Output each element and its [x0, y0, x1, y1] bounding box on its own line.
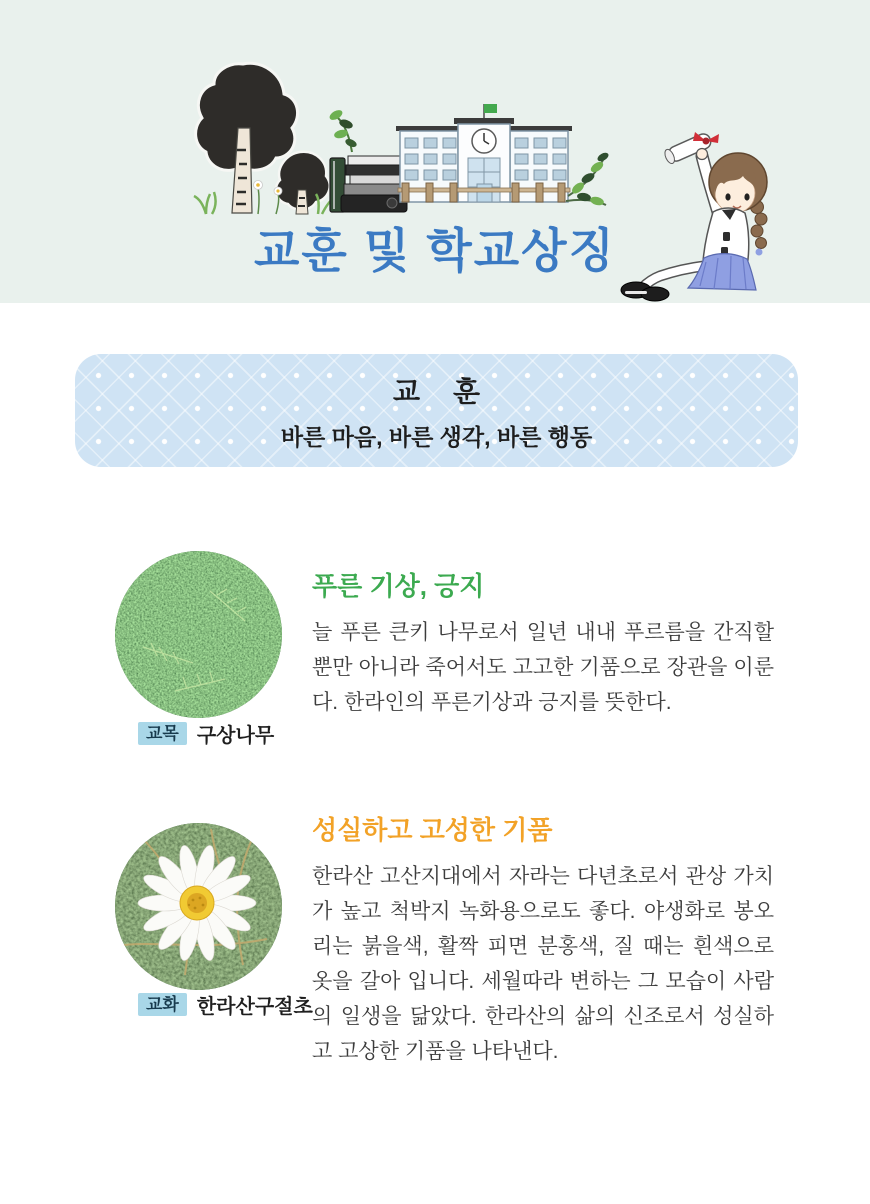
flower-description: 한라산 고산지대에서 자라는 다년초로서 관상 가치가 높고 척박지 녹화용으로도 좋다. 야생화로 봉오리는 붉을색, 활짝 피면 분홍색, 질 때는 흰색으로 옷을 갈아 입니다. 세월따라 변하는 그 모습이 사람의 일생을 닮았다. 한라산의 삶의 신조로서 성실하고 고상한 기품을 나타낸다.: [312, 865, 774, 1063]
motto-text: 바른 마음, 바른 생각, 바른 행동: [280, 423, 593, 450]
hallasan-gujeolcho-photo: [115, 823, 282, 990]
tree-description: 늘 푸른 큰키 나무로서 일년 내내 푸르름을 간직할 뿐만 아니라 죽어서도 고고한 기품으로 장관을 이룬다. 한라인의 푸른기상과 긍지를 뜻한다.: [312, 621, 774, 714]
leaves-icon: [566, 151, 610, 207]
flower-badge: 교화: [138, 993, 187, 1016]
motto-box: [75, 354, 798, 467]
korean-fir-photo-art: [115, 551, 282, 718]
header-banner: [0, 0, 870, 303]
tree-caption: [138, 719, 274, 748]
page-title: 교훈 및 학교상징: [254, 224, 616, 277]
tree-heading: 푸른 기상, 긍지: [312, 571, 485, 601]
hallasan-gujeolcho-photo-art: [115, 823, 282, 990]
motto-title: 교 훈: [392, 375, 481, 407]
tree-icon: [194, 63, 334, 214]
korean-fir-photo: [115, 551, 282, 718]
tree-name: 구상나무: [196, 725, 275, 747]
tree-badge: 교목: [138, 722, 187, 745]
flower-name: 한라산구절초: [196, 996, 313, 1018]
flower-heading: 성실하고 고성한 기품: [312, 815, 553, 845]
school-icon: [396, 104, 572, 202]
flower-caption: [138, 990, 313, 1019]
tree-section-text: [312, 566, 774, 720]
books-icon: [328, 108, 407, 212]
flower-section-text: [312, 810, 774, 1069]
